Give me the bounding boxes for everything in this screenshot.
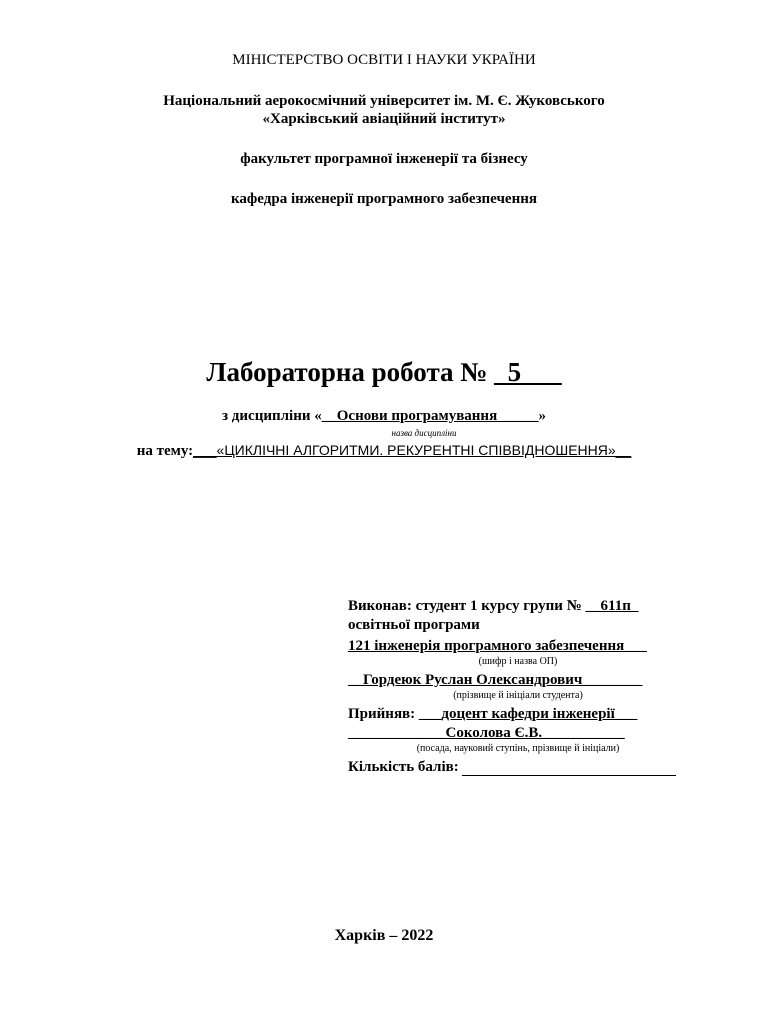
accepted-position: ___доцент кафедри інженерії___ xyxy=(418,706,638,722)
performed-prefix: Виконав: студент 1 курсу групи № xyxy=(348,598,586,614)
program-name: 121 інженерія програмного забезпечення___ xyxy=(348,638,647,654)
score-line xyxy=(348,759,688,776)
student-name: __Гордеюк Руслан Олександрович________ xyxy=(348,672,643,688)
program-label: освітньої програми xyxy=(348,617,480,633)
title-prefix: Лабораторна робота № xyxy=(206,357,495,387)
score-field xyxy=(462,761,676,776)
lab-work-title xyxy=(0,357,768,388)
university-name: Національний аерокосмічний університет ім. М. Є. Жуковського xyxy=(163,93,605,109)
score-label: Кількість балів: xyxy=(348,759,463,775)
ministry-heading: МІНІСТЕРСТВО ОСВІТИ І НАУКИ УКРАЇНИ xyxy=(232,52,536,68)
program-caption: (шифр і назва ОП) xyxy=(478,656,558,667)
city-year: Харків – 2022 xyxy=(334,927,434,944)
discipline-suffix: » xyxy=(538,408,546,424)
discipline-name: __Основи програмування _____ xyxy=(321,408,539,424)
lab-number: _5___ xyxy=(494,357,562,387)
accepted-caption: (посада, науковий ступінь, прізвище й ініціали) xyxy=(416,743,620,754)
accepted-line xyxy=(348,706,688,723)
student-caption: (прізвище й ініціали студента) xyxy=(453,690,583,701)
topic-line xyxy=(0,442,768,460)
discipline-caption: назва дисципліни xyxy=(391,428,457,438)
performed-line xyxy=(348,598,688,615)
topic-label: на тему: xyxy=(136,443,194,459)
group-number: __611п_ xyxy=(585,598,639,614)
institute-name: «Харківський авіаційний інститут» xyxy=(262,111,506,127)
department-name: кафедра інженерії програмного забезпечення xyxy=(231,191,537,207)
discipline-prefix: з дисципліни « xyxy=(222,408,322,424)
accepted-name: _____________Соколова Є.В.___________ xyxy=(348,725,625,741)
topic-value: ___«ЦИКЛІЧНІ АЛГОРИТМИ. РЕКУРЕНТНІ СПІВВІДНОШЕННЯ»__ xyxy=(193,442,632,458)
accepted-prefix: Прийняв: xyxy=(348,706,419,722)
discipline-line xyxy=(0,408,768,425)
faculty-name: факультет програмної інженерії та бізнесу xyxy=(240,151,528,167)
